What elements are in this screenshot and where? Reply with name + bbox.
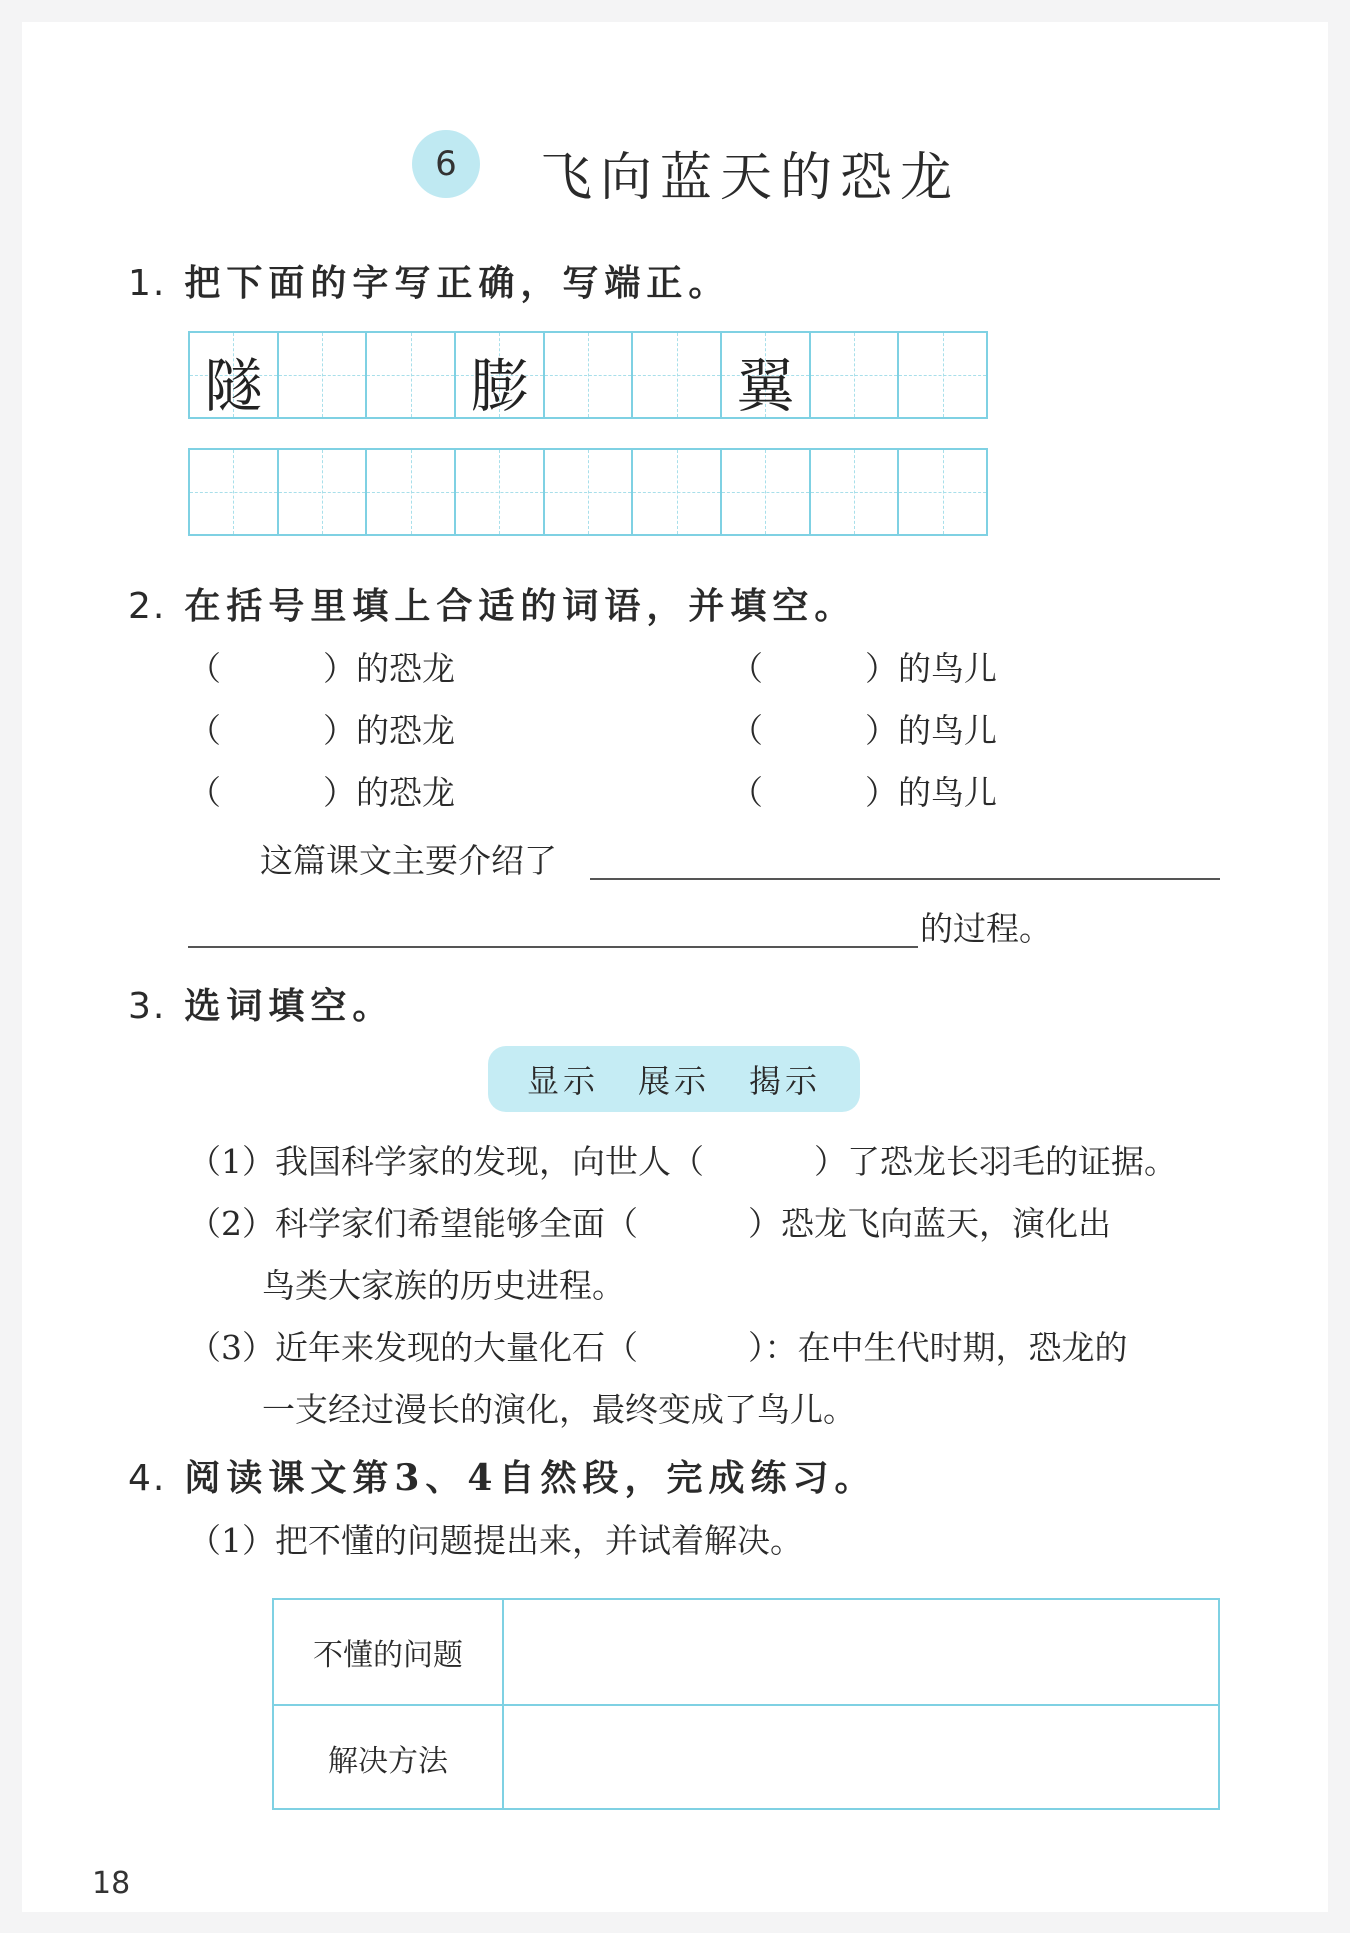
- item-text-before: 我国科学家的发现，向世人（: [275, 1142, 704, 1181]
- open-paren: （: [188, 773, 221, 812]
- fill-blank-dinosaur-1[interactable]: [188, 643, 455, 690]
- question-3-number: 3.: [128, 986, 167, 1027]
- table-row-label: 不懂的问题: [274, 1600, 504, 1704]
- summary-answer-line-2[interactable]: [188, 946, 918, 948]
- open-paren: （: [188, 649, 221, 688]
- table-row: [274, 1600, 1218, 1706]
- close-paren: ）: [323, 773, 356, 812]
- fill-blank-bird-2[interactable]: [730, 705, 997, 752]
- word-choice: 展示: [637, 1062, 710, 1100]
- close-paren: ）: [865, 773, 898, 812]
- table-row-label: 解决方法: [274, 1706, 504, 1810]
- writing-cell[interactable]: [279, 333, 368, 417]
- writing-cell[interactable]: [190, 333, 279, 420]
- writing-cell[interactable]: [190, 450, 279, 534]
- question-4-subtask: （1）把不懂的问题提出来，并试着解决。: [188, 1521, 803, 1560]
- open-paren: （: [730, 711, 763, 750]
- q3-item-2: [188, 1198, 1111, 1245]
- q3-item-3-continued: 一支经过漫长的演化，最终变成了鸟儿。: [262, 1390, 856, 1429]
- writing-cell[interactable]: [722, 450, 811, 534]
- question-2-heading: [128, 578, 856, 629]
- item-label: （2）: [188, 1204, 275, 1243]
- item-label: （1）: [188, 1142, 275, 1181]
- blank-suffix: 的鸟儿: [898, 649, 997, 688]
- fill-blank-bird-3[interactable]: [730, 767, 997, 814]
- item-text-after: ）了恐龙长羽毛的证据。: [814, 1142, 1177, 1181]
- summary-prefix: 这篇课文主要介绍了: [260, 841, 557, 880]
- open-paren: （: [188, 711, 221, 750]
- lesson-title: 飞向蓝天的恐龙: [540, 148, 961, 208]
- word-choice: 显示: [526, 1062, 599, 1100]
- item-text-after: ）：在中生代时期，恐龙的: [748, 1328, 1128, 1367]
- item-text-before: 近年来发现的大量化石（: [275, 1328, 638, 1367]
- writing-cell[interactable]: [899, 333, 986, 417]
- close-paren: ）: [865, 711, 898, 750]
- blank-suffix: 的鸟儿: [898, 773, 997, 812]
- close-paren: ）: [323, 649, 356, 688]
- question-answer-table: [272, 1598, 1220, 1810]
- writing-cell[interactable]: [633, 450, 722, 534]
- blank-suffix: 的恐龙: [356, 649, 455, 688]
- writing-cell[interactable]: [811, 333, 900, 417]
- lesson-number-badge: 6: [412, 130, 480, 198]
- answer-cell-method[interactable]: [504, 1706, 1218, 1810]
- writing-cell[interactable]: [545, 450, 634, 534]
- question-3-heading: [128, 978, 394, 1029]
- q3-item-1: [188, 1136, 1177, 1183]
- writing-cell[interactable]: [722, 333, 811, 420]
- writing-cell[interactable]: [633, 333, 722, 417]
- fill-blank-dinosaur-2[interactable]: [188, 705, 455, 752]
- table-row: [274, 1706, 1218, 1810]
- grid-char: 隧: [204, 352, 263, 420]
- writing-grid-row-2: [188, 448, 988, 536]
- writing-cell[interactable]: [811, 450, 900, 534]
- close-paren: ）: [865, 649, 898, 688]
- q3-item-3: [188, 1322, 1128, 1369]
- question-1-number: 1.: [128, 263, 167, 304]
- fill-blank-dinosaur-3[interactable]: [188, 767, 455, 814]
- writing-cell[interactable]: [367, 450, 456, 534]
- question-2-number: 2.: [128, 586, 167, 627]
- word-choice: 揭示: [748, 1062, 821, 1100]
- blank-suffix: 的恐龙: [356, 773, 455, 812]
- writing-cell[interactable]: [899, 450, 986, 534]
- item-text-after: ）恐龙飞向蓝天，演化出: [748, 1204, 1111, 1243]
- fill-blank-bird-1[interactable]: [730, 643, 997, 690]
- close-paren: ）: [323, 711, 356, 750]
- question-1-text: 把下面的字写正确，写端正。: [184, 262, 731, 304]
- question-4-heading: [128, 1450, 876, 1501]
- item-text-before: 科学家们希望能够全面（: [275, 1204, 638, 1243]
- writing-cell[interactable]: [545, 333, 634, 417]
- question-3-text: 选词填空。: [184, 985, 395, 1027]
- question-1-heading: [128, 255, 730, 306]
- answer-cell-question[interactable]: [504, 1600, 1218, 1704]
- page-number: 18: [92, 1866, 131, 1901]
- q3-item-2-continued: 鸟类大家族的历史进程。: [262, 1266, 625, 1305]
- blank-suffix: 的恐龙: [356, 711, 455, 750]
- writing-cell[interactable]: [456, 333, 545, 420]
- writing-grid-row-1: [188, 331, 988, 419]
- blank-suffix: 的鸟儿: [898, 711, 997, 750]
- question-2-text: 在括号里填上合适的词语，并填空。: [184, 585, 857, 627]
- grid-char: 膨: [470, 352, 529, 420]
- open-paren: （: [730, 649, 763, 688]
- grid-char: 翼: [736, 352, 795, 420]
- question-4-number: 4.: [128, 1458, 167, 1499]
- item-label: （3）: [188, 1328, 275, 1367]
- open-paren: （: [730, 773, 763, 812]
- writing-cell[interactable]: [456, 450, 545, 534]
- summary-suffix: 的过程。: [920, 909, 1052, 948]
- writing-cell[interactable]: [367, 333, 456, 417]
- writing-cell[interactable]: [279, 450, 368, 534]
- summary-answer-line-1[interactable]: [590, 878, 1220, 880]
- question-4-text: 阅读课文第3、4自然段，完成练习。: [184, 1457, 877, 1499]
- word-choice-box: [488, 1046, 860, 1112]
